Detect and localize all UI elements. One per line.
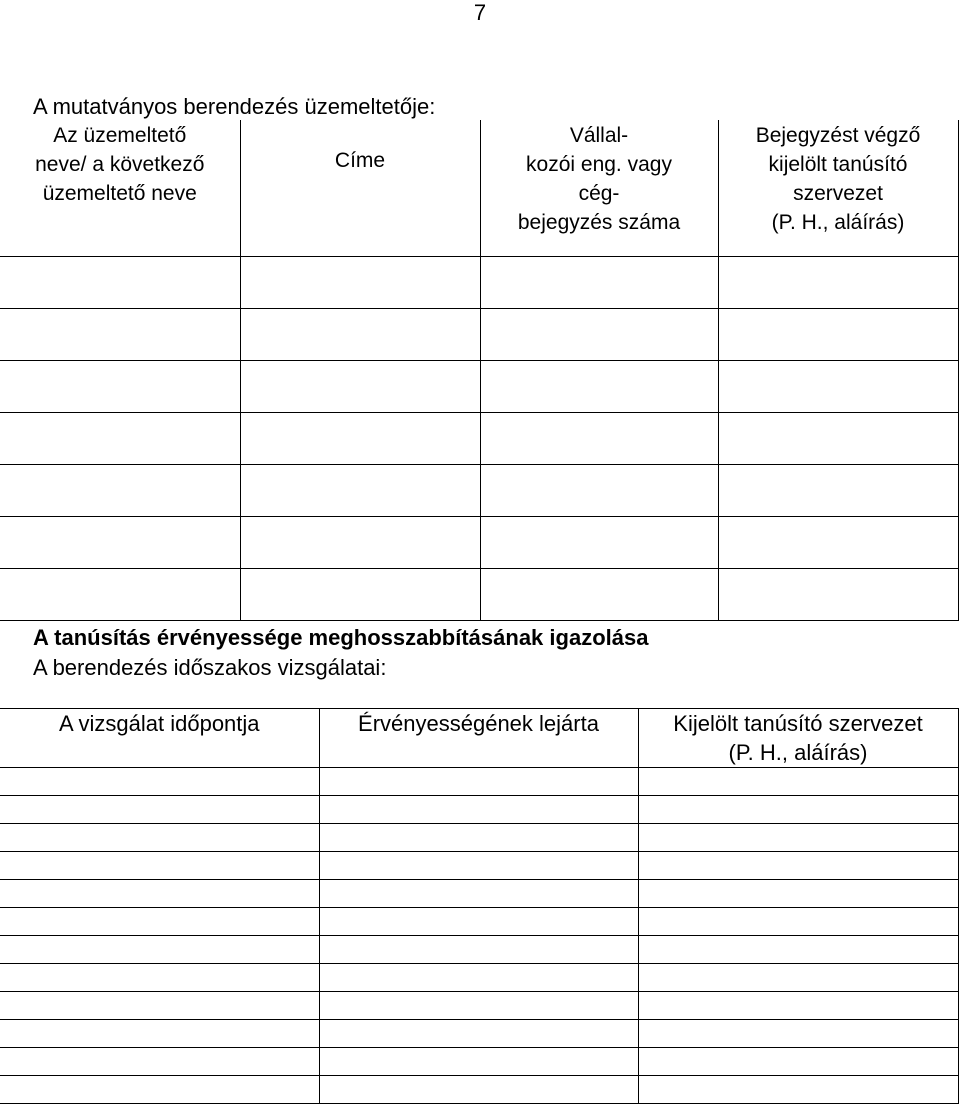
inspection-table-cell[interactable]	[638, 1020, 958, 1048]
inspection-table-cell[interactable]	[638, 1076, 958, 1104]
header-operator-name: Az üzemeltető neve/ a következő üzemeltető neve	[0, 120, 240, 257]
inspection-table-cell[interactable]	[0, 964, 319, 992]
inspection-table-cell[interactable]	[0, 824, 319, 852]
operator-table-cell[interactable]	[718, 257, 958, 309]
header-address: Címe	[240, 120, 480, 257]
operator-table-cell[interactable]	[718, 465, 958, 517]
inspection-table-cell[interactable]	[319, 824, 638, 852]
operator-table-row	[0, 361, 958, 413]
operator-table-row	[0, 569, 958, 621]
operator-table-cell[interactable]	[480, 465, 718, 517]
operator-table-cell[interactable]	[718, 309, 958, 361]
header-inspection-date: A vizsgálat időpontja	[0, 709, 319, 768]
inspection-table-cell[interactable]	[319, 1048, 638, 1076]
inspection-table	[0, 708, 959, 1104]
operator-table-cell[interactable]	[480, 413, 718, 465]
operator-table-cell[interactable]	[480, 309, 718, 361]
inspection-table-cell[interactable]	[638, 964, 958, 992]
inspection-table-cell[interactable]	[638, 992, 958, 1020]
operator-table-cell[interactable]	[240, 569, 480, 621]
inspection-table-row	[0, 992, 958, 1020]
page-number: 7	[473, 0, 487, 25]
operator-table-cell[interactable]	[480, 361, 718, 413]
inspection-table-cell[interactable]	[319, 1020, 638, 1048]
operator-table-cell[interactable]	[0, 309, 240, 361]
operator-heading: A mutatványos berendezés üzemeltetője:	[33, 94, 436, 119]
header-license-number: Vállal- kozói eng. vagy cég- bejegyzés száma	[480, 120, 718, 257]
operator-table-cell[interactable]	[480, 569, 718, 621]
operator-table-cell[interactable]	[0, 361, 240, 413]
inspection-table-row	[0, 936, 958, 964]
inspection-table-cell[interactable]	[0, 768, 319, 796]
inspection-table-row	[0, 852, 958, 880]
inspection-table-row	[0, 768, 958, 796]
inspection-table-row	[0, 880, 958, 908]
inspection-table-cell[interactable]	[319, 936, 638, 964]
operator-table-row	[0, 413, 958, 465]
operator-table-row	[0, 465, 958, 517]
inspection-table-cell[interactable]	[319, 992, 638, 1020]
validity-title: A tanúsítás érvényessége meghosszabbításának igazolása	[33, 625, 649, 650]
inspection-table-cell[interactable]	[638, 824, 958, 852]
inspection-table-cell[interactable]	[638, 1048, 958, 1076]
operator-table-cell[interactable]	[718, 517, 958, 569]
inspection-table-row	[0, 796, 958, 824]
operator-table-cell[interactable]	[480, 257, 718, 309]
inspection-table-cell[interactable]	[319, 964, 638, 992]
inspection-table-cell[interactable]	[319, 852, 638, 880]
operator-table-header-row	[0, 120, 958, 257]
inspection-table-cell[interactable]	[319, 768, 638, 796]
inspections-label: A berendezés időszakos vizsgálatai:	[33, 655, 387, 680]
inspection-table-cell[interactable]	[319, 908, 638, 936]
inspection-table-cell[interactable]	[0, 936, 319, 964]
inspection-table-cell[interactable]	[0, 1048, 319, 1076]
inspection-table-cell[interactable]	[0, 1076, 319, 1104]
inspection-table-row	[0, 964, 958, 992]
header-expiry: Érvényességének lejárta	[319, 709, 638, 768]
inspection-table-cell[interactable]	[638, 796, 958, 824]
operator-table-cell[interactable]	[0, 569, 240, 621]
inspection-table-row	[0, 908, 958, 936]
inspection-table-cell[interactable]	[0, 852, 319, 880]
header-certifier: Bejegyzést végző kijelölt tanúsító szervezet (P. H., aláírás)	[718, 120, 958, 257]
operator-table-cell[interactable]	[718, 413, 958, 465]
operator-table	[0, 120, 959, 621]
inspection-table-row	[0, 1048, 958, 1076]
inspection-table-cell[interactable]	[638, 852, 958, 880]
operator-table-cell[interactable]	[0, 517, 240, 569]
operator-table-cell[interactable]	[0, 257, 240, 309]
operator-table-cell[interactable]	[480, 517, 718, 569]
inspection-table-cell[interactable]	[319, 796, 638, 824]
operator-table-cell[interactable]	[240, 361, 480, 413]
operator-table-cell[interactable]	[718, 361, 958, 413]
operator-table-cell[interactable]	[0, 465, 240, 517]
inspection-table-cell[interactable]	[0, 1020, 319, 1048]
operator-table-cell[interactable]	[240, 257, 480, 309]
operator-table-cell[interactable]	[0, 413, 240, 465]
operator-table-row	[0, 257, 958, 309]
operator-table-cell[interactable]	[240, 413, 480, 465]
inspection-table-cell[interactable]	[638, 880, 958, 908]
operator-table-cell[interactable]	[718, 569, 958, 621]
operator-table-cell[interactable]	[240, 309, 480, 361]
inspection-table-row	[0, 1076, 958, 1104]
inspection-table-cell[interactable]	[638, 936, 958, 964]
inspection-table-cell[interactable]	[319, 1076, 638, 1104]
inspection-table-row	[0, 824, 958, 852]
inspection-table-cell[interactable]	[319, 880, 638, 908]
inspection-table-cell[interactable]	[0, 796, 319, 824]
operator-table-row	[0, 309, 958, 361]
inspection-table-cell[interactable]	[638, 768, 958, 796]
inspection-table-cell[interactable]	[0, 908, 319, 936]
operator-table-row	[0, 517, 958, 569]
inspection-table-row	[0, 1020, 958, 1048]
inspection-table-cell[interactable]	[0, 992, 319, 1020]
operator-table-cell[interactable]	[240, 465, 480, 517]
inspection-table-header-row	[0, 709, 958, 768]
inspection-table-cell[interactable]	[638, 908, 958, 936]
operator-table-cell[interactable]	[240, 517, 480, 569]
inspection-table-cell[interactable]	[0, 880, 319, 908]
header-inspection-certifier: Kijelölt tanúsító szervezet (P. H., aláírás)	[638, 709, 958, 768]
